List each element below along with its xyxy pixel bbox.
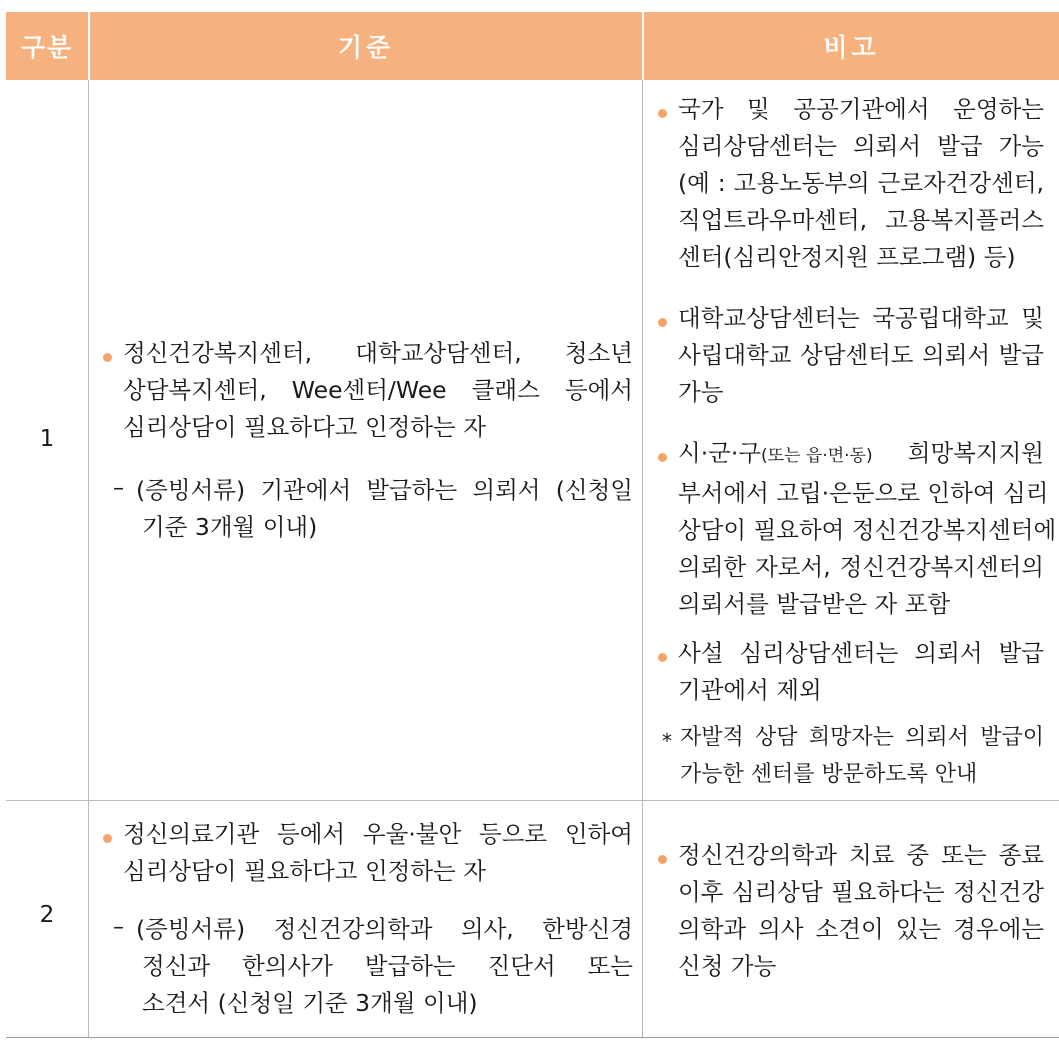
- criteria-text: 정신의료기관 등에서 우울·불안 등으로 인하여 심리상담이 필요하다고 인정하는 자: [123, 820, 633, 885]
- evidence-text: (증빙서류) 기관에서 발급하는 의뢰서 (신청일 기준 3개월 이내): [136, 476, 633, 541]
- remark-text: 국가 및 공공기관에서 운영하는 심리상담센터는 의뢰서 발급 가능 (예 : 고용노동부의 근로자건강센터, 직업트라우마센터, 고용복지플러스 센터(심리안정지원 프로그램) 등): [678, 95, 1044, 271]
- remark-text: 사설 심리상담센터는 의뢰서 발급 기관에서 제외: [678, 639, 1044, 704]
- column-divider: [642, 80, 643, 1038]
- column-divider: [88, 80, 89, 1038]
- table-bottom-border: [6, 1037, 1059, 1038]
- remark-text: 정신건강의학과 치료 중 또는 종료 이후 심리상담 필요하다는 정신건강 의학과 의사 소견이 있는 경우에는 신청 가능: [678, 841, 1044, 980]
- row-number: 2: [39, 902, 55, 928]
- dash-icon: –: [113, 476, 124, 501]
- bullet-icon: [658, 109, 667, 118]
- bullet-icon: [658, 855, 667, 864]
- bullet-icon: [658, 453, 667, 462]
- asterisk-icon: *: [662, 729, 672, 753]
- bullet-icon: [658, 653, 667, 662]
- criteria-text: 정신건강복지센터, 대학교상담센터, 청소년 상담복지센터, Wee센터/Wee 클래스 등에서 심리상담이 필요하다고 인정하는 자: [123, 339, 633, 441]
- remark-text: 대학교상담센터는 국공립대학교 및 사립대학교 상담센터도 의뢰서 발급 가능: [678, 304, 1044, 406]
- note-text: 자발적 상담 희망자는 의뢰서 발급이 가능한 센터를 방문하도록 안내: [680, 725, 1044, 787]
- header-category: 구분: [6, 12, 88, 80]
- header-criteria: 기준: [90, 12, 642, 80]
- dash-icon: –: [113, 915, 124, 940]
- row-number: 1: [39, 426, 55, 452]
- remark-text: 시·군·구(또는 읍·면·동) 희망복지지원 부서에서 고립·은둔으로 인하여 심리 상담이 필요하여 정신건강복지센터에 의뢰한 자로서, 정신건강복지센터의 의뢰서를 발급받은 자 포함: [678, 439, 1057, 618]
- header-remarks: 비고: [644, 12, 1059, 80]
- row-divider: [6, 800, 1059, 801]
- evidence-text: (증빙서류) 정신건강의학과 의사, 한방신경 정신과 한의사가 발급하는 진단서 또는 소견서 (신청일 기준 3개월 이내): [136, 915, 633, 1017]
- bullet-icon: [103, 834, 112, 843]
- bullet-icon: [658, 318, 667, 327]
- bullet-icon: [103, 353, 112, 362]
